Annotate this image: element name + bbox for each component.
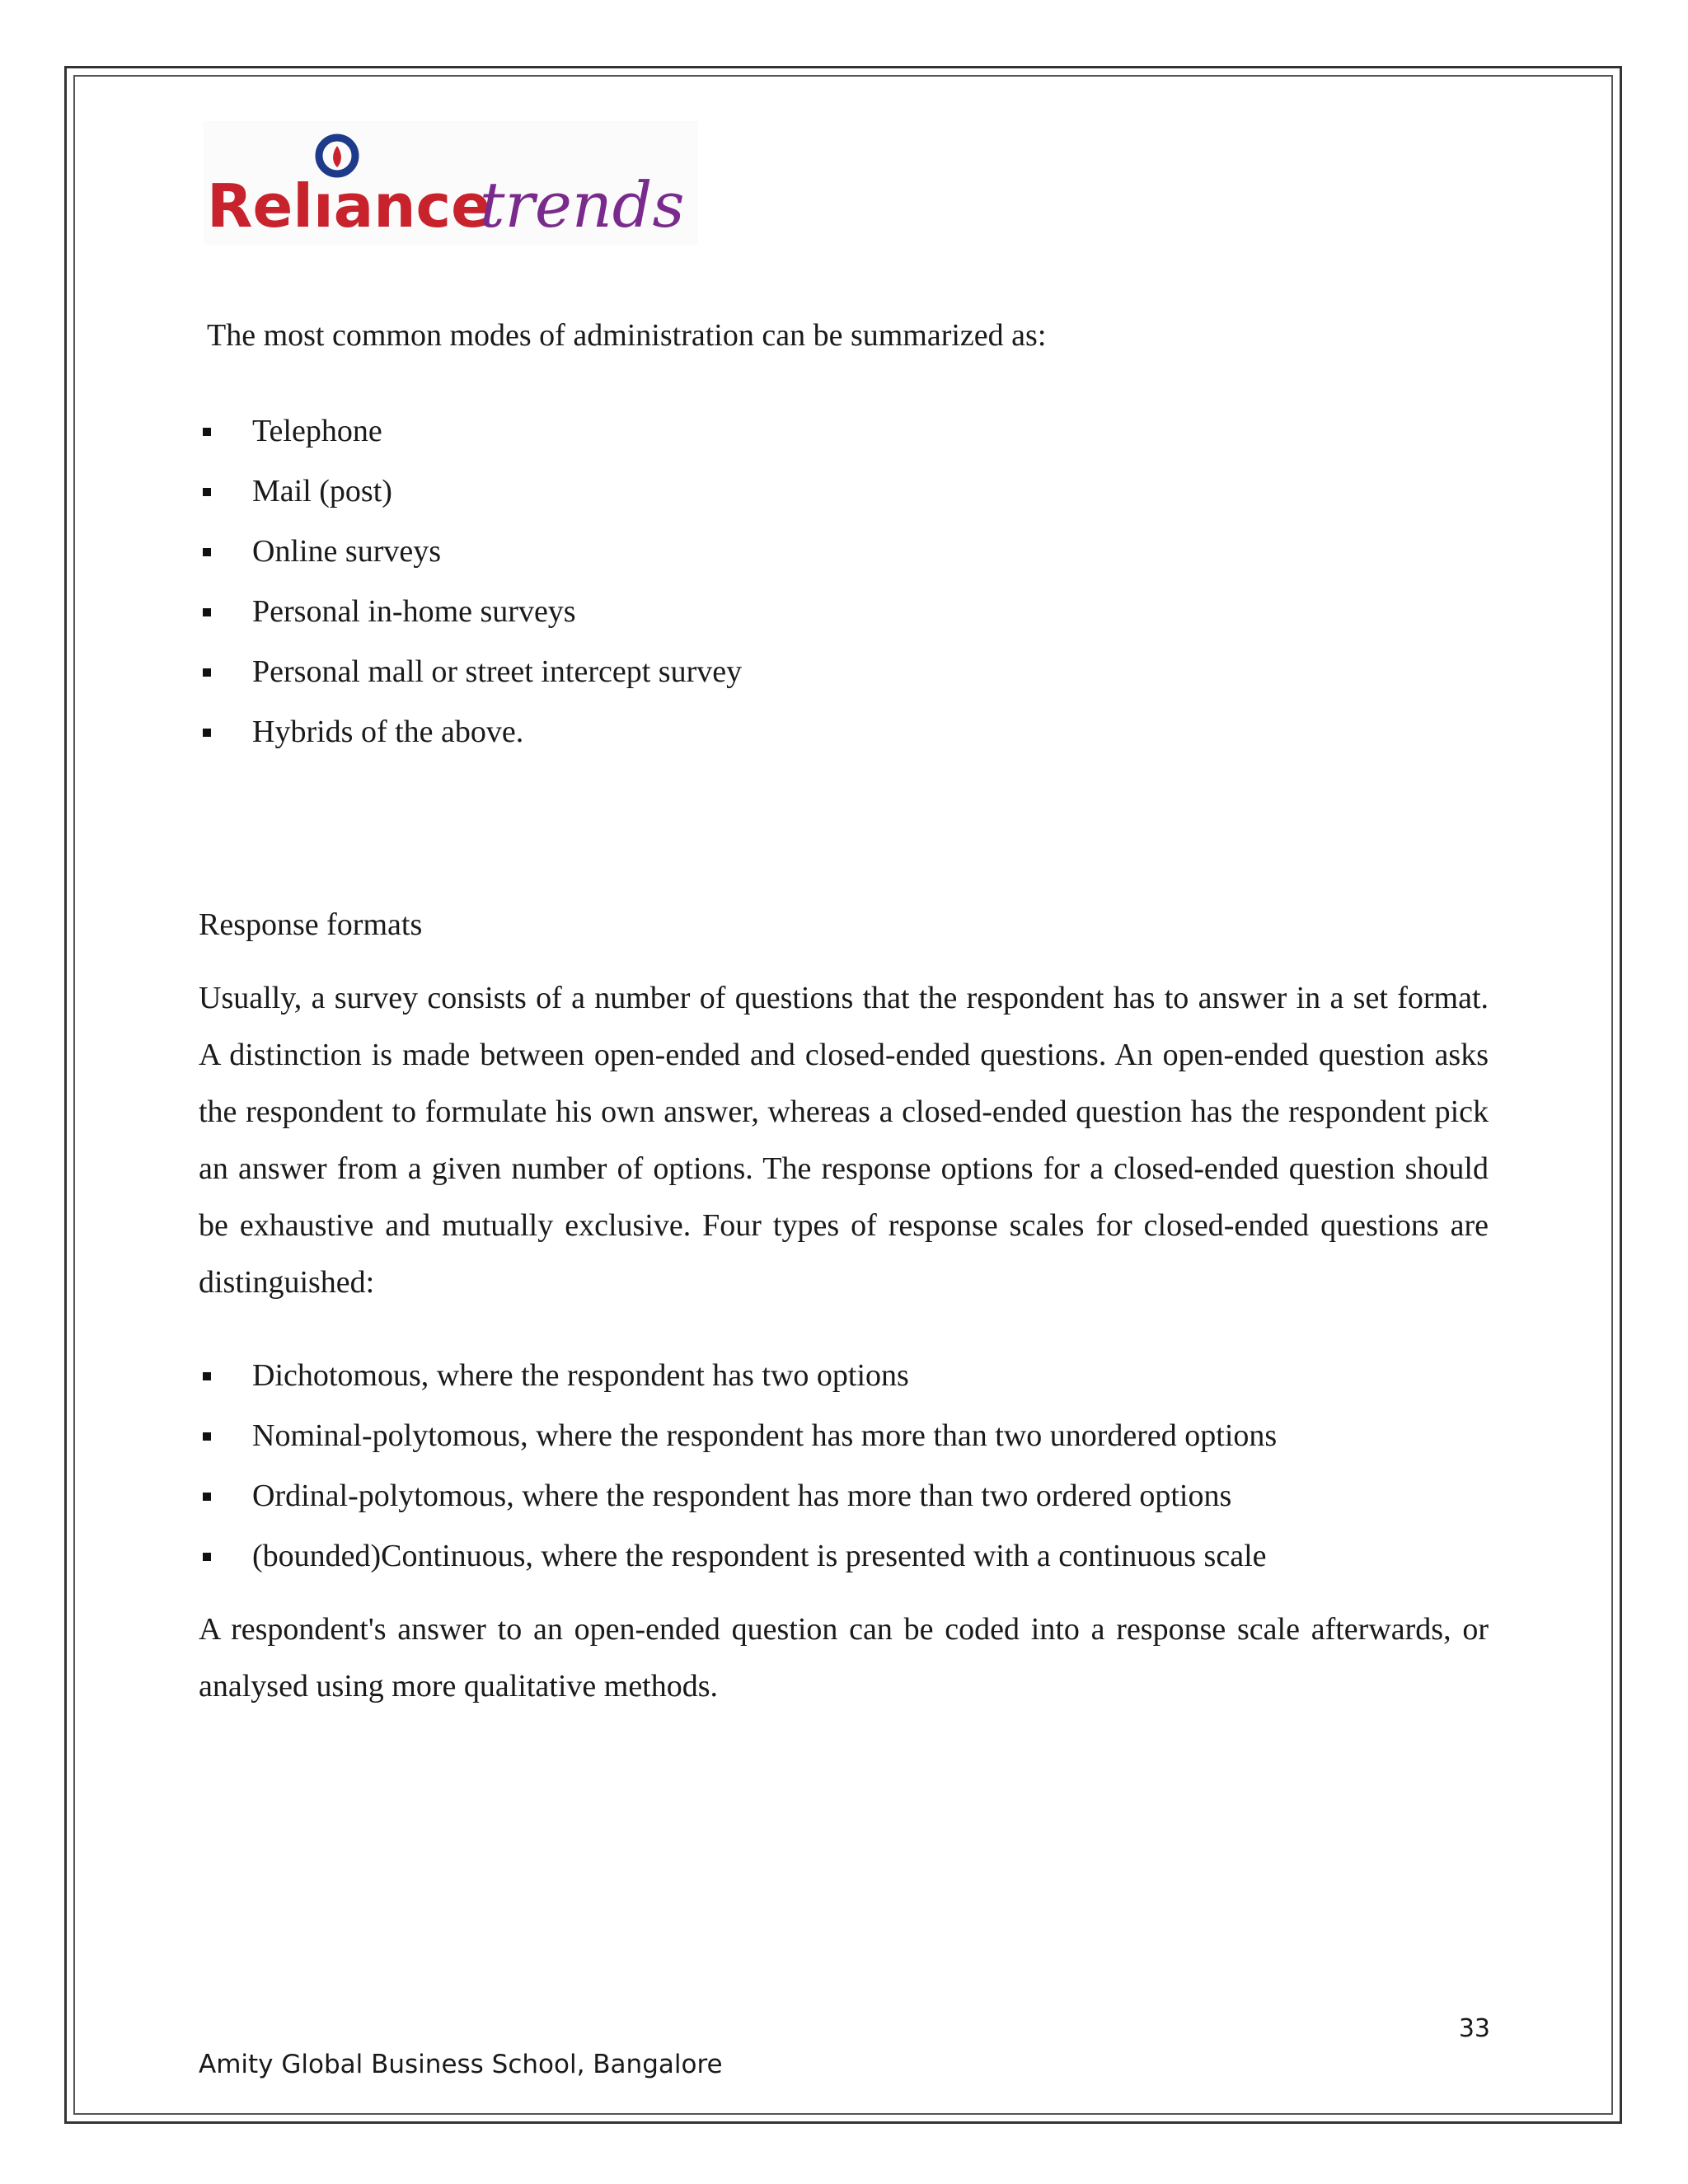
administration-modes-list [199,410,742,771]
square-bullet-icon [203,488,211,496]
list-item-text: Personal in-home surveys [252,594,576,629]
square-bullet-icon [203,548,211,556]
svg-text:Relıance [207,171,491,241]
square-bullet-icon [203,668,211,677]
square-bullet-icon [203,729,211,737]
list-item-text: Online surveys [252,534,442,569]
list-item-text: Hybrids of the above. [252,715,524,749]
logo-word-rel: Rel [207,171,313,241]
response-formats-paragraph: Usually, a survey consists of a number of questions that the respondent has to answer in a set format. A distinction is made between open-ended and closed-ended questions. An open-ended question asks the respondent to formulate his own answer, whereas a closed-ended question has the respondent pick an answer from a given number of options. The response options for a closed-ended question should be exhaustive and mutually exclusive. Four types of response scales for closed-ended questions are distinguished: [199,981,1489,1300]
list-item [199,1475,1277,1535]
footer-text: Amity Global Business School, Bangalore [199,2050,723,2079]
response-formats-heading: Response formats [199,907,423,942]
square-bullet-icon [203,428,211,436]
square-bullet-icon [203,1493,211,1501]
square-bullet-icon [203,1372,211,1380]
list-item-text: Nominal-polytomous, where the respondent has more than two unordered options [252,1418,1278,1453]
square-bullet-icon [203,1432,211,1441]
list-item [199,711,742,771]
list-item [199,651,742,711]
open-ended-coding-paragraph: A respondent's answer to an open-ended question can be coded into a response scale afterwards, or analysed using more qualitative methods. [199,1612,1489,1704]
list-item-text: Personal mall or street intercept survey [252,654,743,689]
list-item-text: Mail (post) [252,474,392,509]
list-item [199,1535,1277,1596]
logo-word-i: ı [312,171,334,241]
square-bullet-icon [203,1553,211,1561]
list-item [199,1415,1277,1475]
list-item [199,471,742,531]
square-bullet-icon [203,608,211,616]
list-item [199,531,742,591]
logo-word-ance: ance [333,171,491,241]
reliance-trends-logo [204,121,698,245]
list-item [199,410,742,471]
list-item-text: (bounded)Continuous, where the respondent is presented with a continuous scale [252,1539,1267,1573]
page-number: 33 [1458,2014,1490,2043]
list-item [199,1355,1277,1415]
list-item-text: Ordinal-polytomous, where the respondent has more than two ordered options [252,1479,1232,1513]
list-item-text: Dichotomous, where the respondent has two options [252,1358,909,1393]
list-item [199,591,742,651]
response-scales-list [199,1355,1277,1596]
intro-sentence: The most common modes of administration can be summarized as: [207,318,1047,353]
list-item-text: Telephone [252,414,382,448]
logo-word-trends: trends [480,168,685,241]
